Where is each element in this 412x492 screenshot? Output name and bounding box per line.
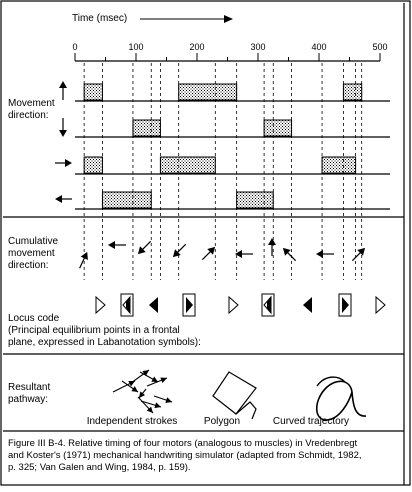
resultant-label-line1: Resultant — [8, 382, 51, 393]
motor-activation-bar — [264, 120, 291, 136]
label-polygon: Polygon — [203, 416, 241, 427]
locus-symbol-icon — [376, 297, 385, 313]
down-arrow-icon — [59, 118, 67, 137]
time-label: Time (msec) — [72, 13, 128, 24]
caption-line-3: p. 325; Van Galen and Wing, 1984, p. 159). — [8, 462, 191, 473]
motor-activation-bar — [322, 157, 356, 173]
time-arrow-head-icon — [224, 15, 233, 23]
motor-activation-bar — [84, 84, 102, 100]
motor-activation-bar — [160, 157, 215, 173]
stroke-arrow-icon — [138, 397, 153, 413]
locus-symbols — [96, 294, 385, 316]
cumulative-label-line2: movement — [8, 248, 55, 259]
direction-arrow-icon — [76, 250, 91, 270]
direction-arrow-icon — [108, 241, 126, 249]
caption-line-2: and Koster's (1971) mechanical handwriting simulator (adapted from Schmidt, 1982, — [8, 450, 362, 461]
tick-label: 0 — [72, 42, 78, 52]
tick-label: 400 — [311, 42, 327, 52]
cumulative-label-line1: Cumulative — [8, 236, 59, 247]
locus-label-line3: plane, expressed in Labanotation symbols): — [8, 337, 201, 348]
stroke-arrow-icon — [139, 389, 146, 398]
direction-arrow-icon — [268, 238, 276, 256]
locus-symbol-icon — [96, 297, 105, 313]
direction-arrow-icon — [350, 245, 368, 263]
direction-arrow-icon — [200, 244, 218, 262]
locus-symbol-icon — [149, 297, 158, 313]
motor-activation-bar — [343, 84, 361, 100]
motor-activation-bar — [179, 84, 237, 100]
up-arrow-icon — [59, 81, 67, 100]
right-arrow-icon — [55, 159, 72, 167]
independent-strokes-drawing — [113, 370, 172, 413]
label-independent-strokes: Independent strokes — [86, 416, 178, 427]
polygon-drawing — [213, 372, 256, 419]
direction-arrow-icon — [170, 242, 188, 260]
curved-trajectory-drawing — [317, 377, 366, 420]
stroke-arrow-icon — [147, 377, 167, 386]
movement-label-line2: direction: — [8, 110, 49, 121]
direction-arrow-icon — [235, 250, 253, 258]
tick-label: 200 — [189, 42, 205, 52]
locus-symbol-icon — [183, 294, 195, 316]
motor-rows — [75, 84, 390, 209]
locus-symbol-icon — [121, 294, 133, 316]
cumulative-label-line3: direction: — [8, 260, 49, 271]
stroke-arrow-icon — [131, 370, 149, 383]
tick-label: 300 — [250, 42, 266, 52]
resultant-label-line2: pathway: — [8, 394, 49, 405]
motor-activation-bar — [102, 192, 151, 208]
direction-arrow-icon — [135, 239, 153, 257]
locus-label-line1: Locus code — [8, 313, 60, 324]
locus-symbol-icon — [262, 294, 274, 316]
tick-label: 500 — [372, 42, 388, 52]
locus-label-line2: (Principal equilibrium points in a frontal — [8, 325, 180, 336]
figure-caption — [8, 438, 406, 474]
locus-symbol-icon — [303, 297, 312, 313]
stroke-arrow-icon — [154, 396, 172, 403]
tick-label: 100 — [128, 42, 144, 52]
direction-arrow-icon — [316, 250, 334, 258]
locus-symbol-icon — [339, 294, 351, 316]
motor-activation-bar — [84, 157, 102, 173]
direction-arrow-icon — [280, 245, 298, 263]
caption-line-1: Figure III B-4. Relative timing of four motors (analogous to muscles) in Vredenbregt — [8, 438, 358, 449]
outer-frame — [1, 1, 410, 485]
left-arrow-icon — [55, 195, 72, 203]
label-curved-trajectory: Curved trajectory — [272, 416, 350, 427]
axis-ticks — [75, 53, 380, 61]
locus-symbol-icon — [229, 297, 238, 313]
motor-activation-bar — [237, 192, 274, 208]
cumulative-arrows — [76, 238, 368, 270]
motor-activation-bar — [133, 120, 160, 136]
movement-label-line1: Movement — [8, 98, 55, 109]
stroke-arrow-icon — [140, 372, 158, 382]
tick-labels — [72, 42, 387, 52]
